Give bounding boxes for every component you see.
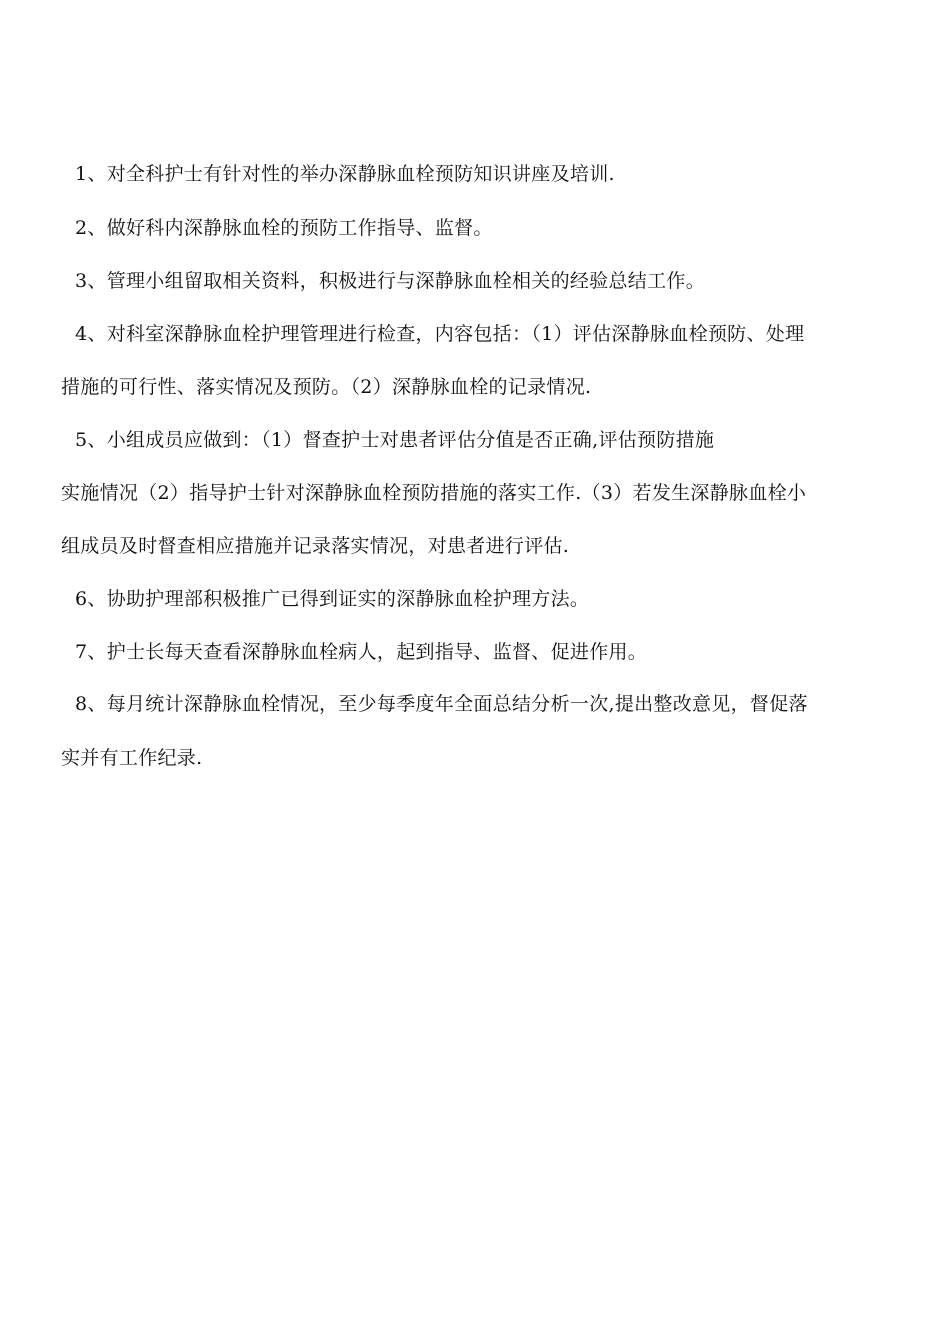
item-1-line-1: 1、对全科护士有针对性的举办深静脉血栓预防知识讲座及培训.	[75, 163, 615, 185]
item-4-line-2: 措施的可行性、落实情况及预防。（2）深静脉血栓的记录情况.	[61, 376, 592, 398]
item-5-line-1: 5、小组成员应做到：（1）督查护士对患者评估分值是否正确,评估预防措施	[75, 429, 715, 451]
item-5-line-3: 组成员及时督查相应措施并记录落实情况，对患者进行评估.	[61, 535, 570, 557]
item-3-line-1: 3、管理小组留取相关资料，积极进行与深静脉血栓相关的经验总结工作。	[75, 270, 705, 292]
item-4-line-1: 4、对科室深静脉血栓护理管理进行检查，内容包括：（1）评估深静脉血栓预防、处理	[75, 323, 805, 345]
item-7-line-1: 7、护士长每天查看深静脉血栓病人，起到指导、监督、促进作用。	[75, 641, 648, 663]
item-2-line-1: 2、做好科内深静脉血栓的预防工作指导、监督。	[75, 217, 493, 239]
item-8-line-2: 实并有工作纪录.	[61, 747, 203, 769]
item-8-line-1: 8、每月统计深静脉血栓情况，至少每季度年全面总结分析一次,提出整改意见，督促落	[75, 693, 808, 715]
item-6-line-1: 6、协助护理部积极推广已得到证实的深静脉血栓护理方法。	[75, 588, 590, 610]
item-5-line-2: 实施情况（2）指导护士针对深静脉血栓预防措施的落实工作.（3）若发生深静脉血栓小	[61, 482, 807, 504]
